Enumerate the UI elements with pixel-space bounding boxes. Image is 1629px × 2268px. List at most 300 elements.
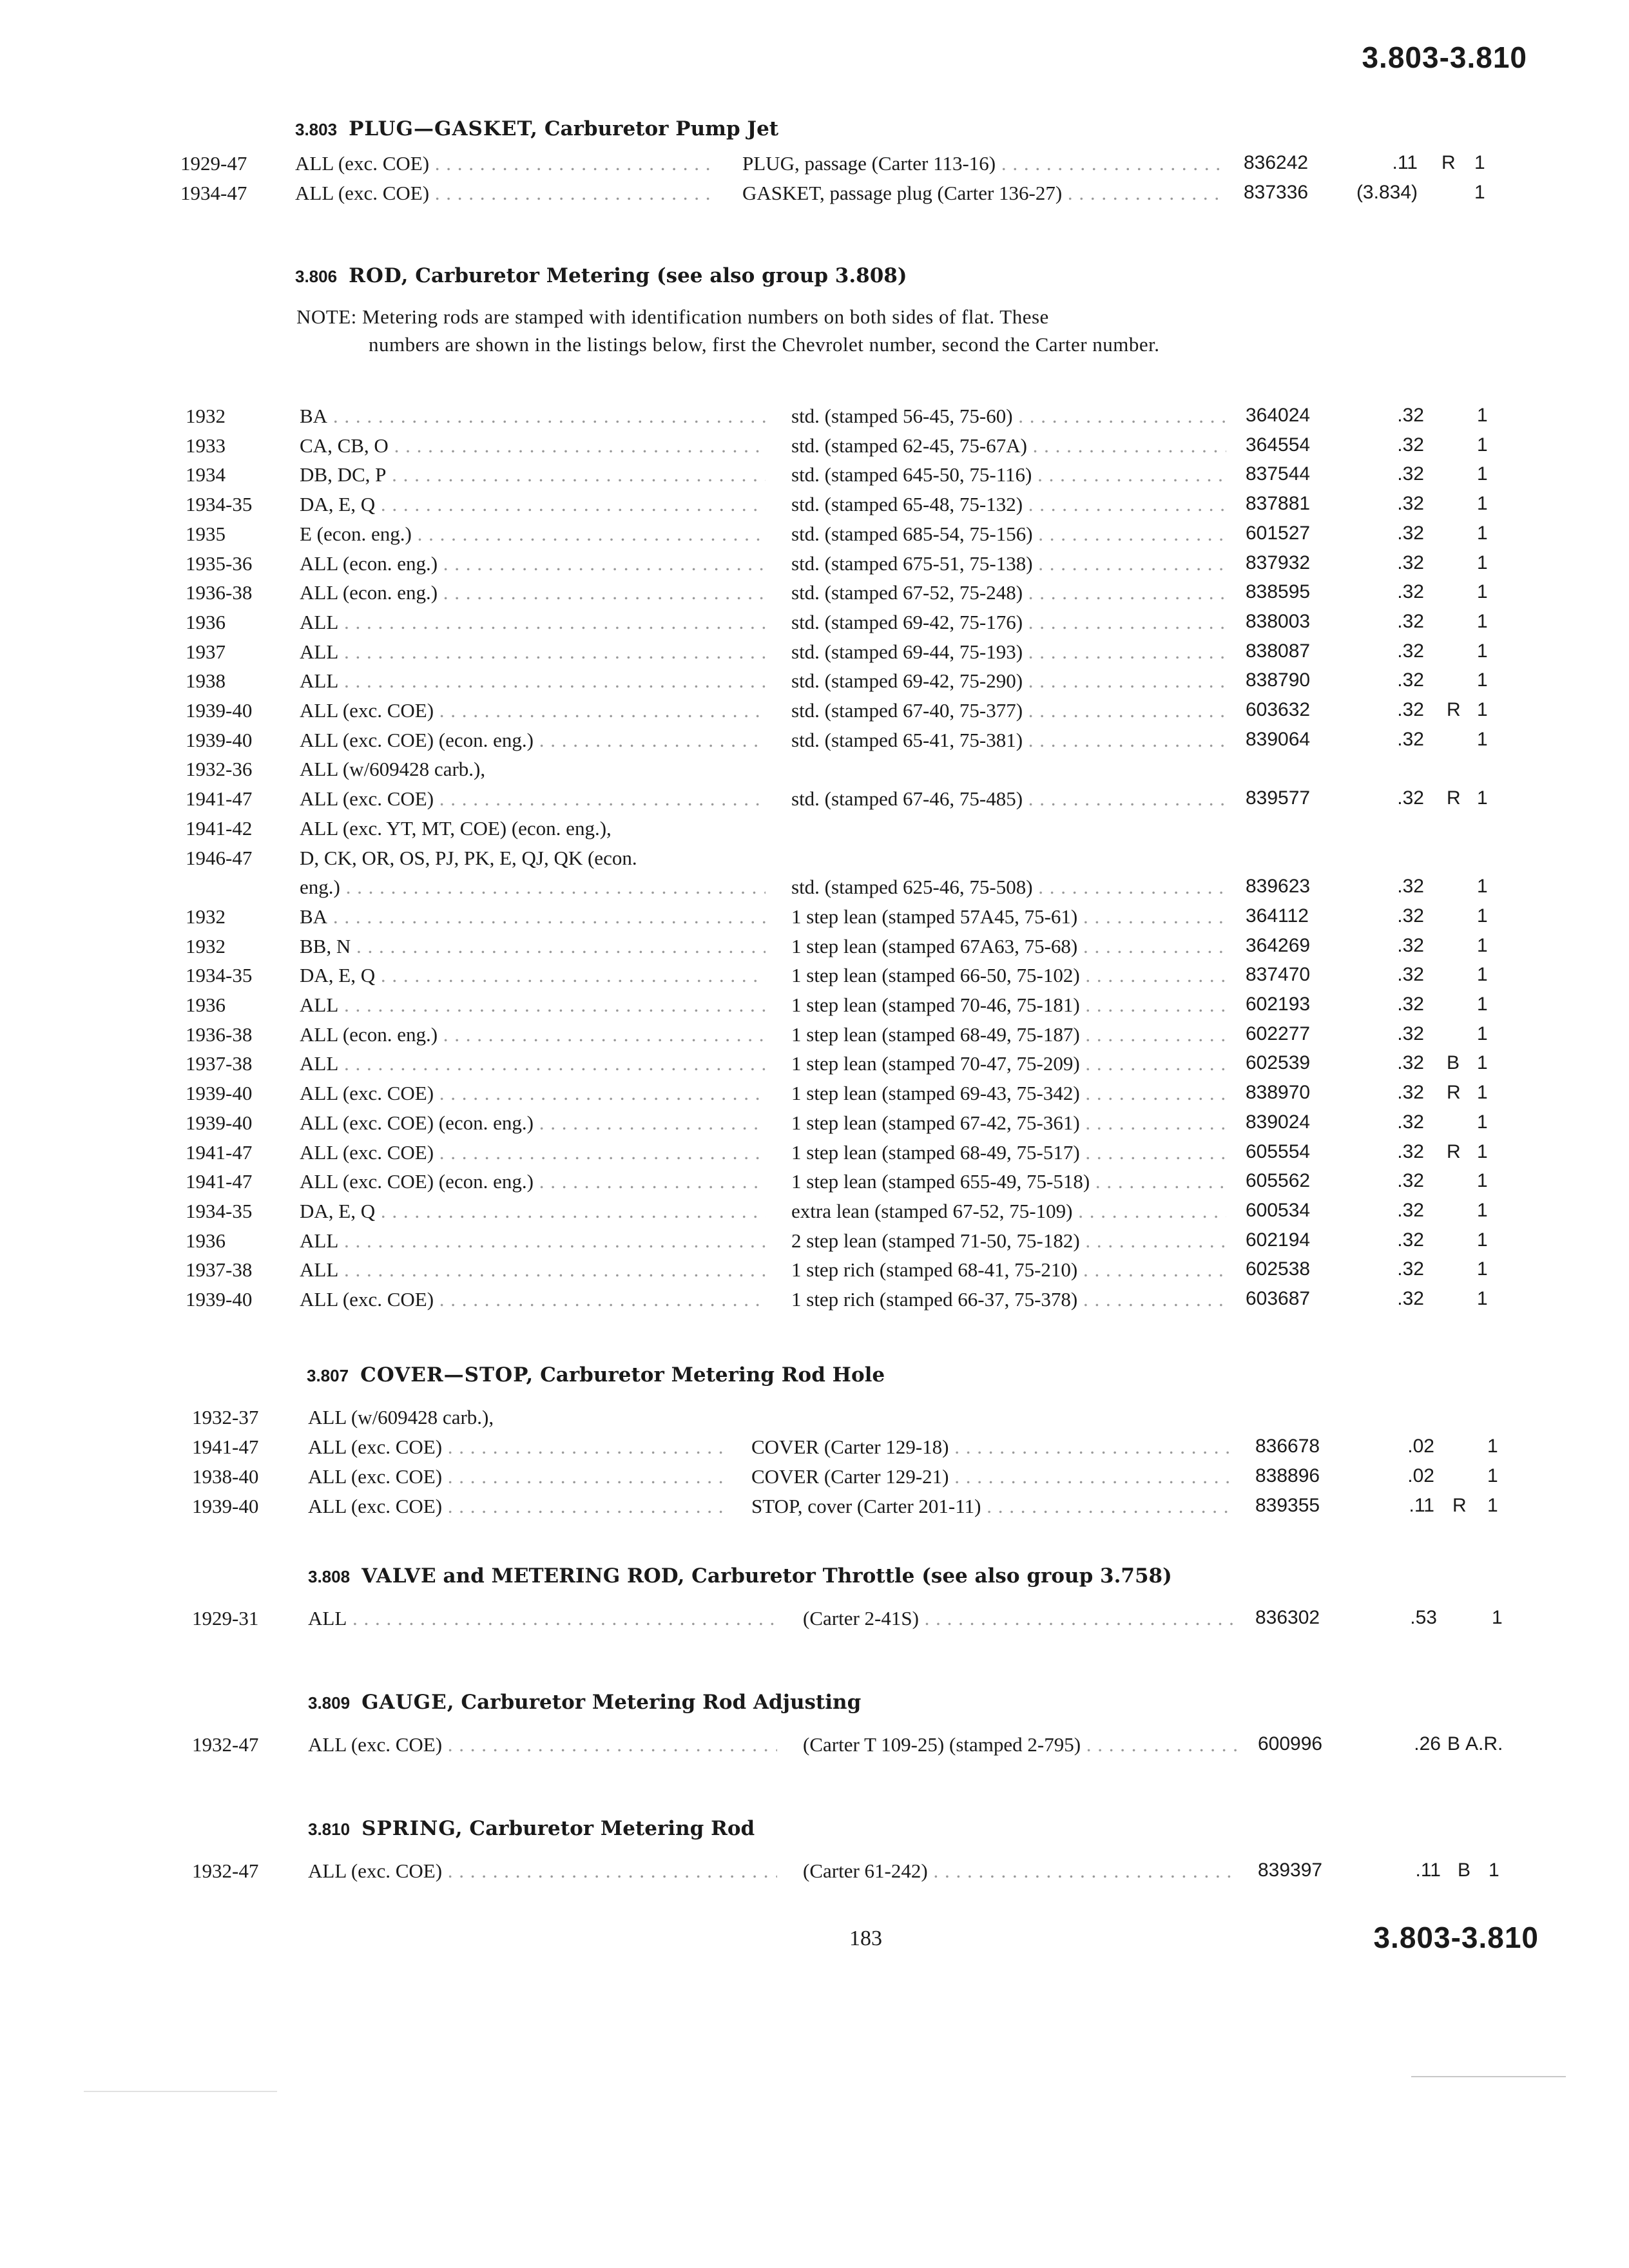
row-model: ALL . . . <box>300 1258 766 1282</box>
row-model: E (econ. eng.) . . . <box>300 523 766 546</box>
row-model: ALL (exc. COE) . . . <box>300 1288 766 1311</box>
row-description: COVER (Carter 129-21) . . . <box>751 1465 1236 1488</box>
section-title <box>295 117 778 140</box>
row-description: std. (stamped 69-44, 75-193) . . . <box>791 640 1226 664</box>
table-row <box>0 729 1629 758</box>
row-quantity: 1 <box>1477 493 1488 514</box>
section-subtitle: Carburetor Metering Rod Hole <box>540 1363 885 1387</box>
row-year: 1937-38 <box>186 1258 253 1281</box>
row-price: .32 <box>1397 581 1424 602</box>
row-year: 1937-38 <box>186 1052 253 1075</box>
row-flag: B <box>1447 1733 1461 1754</box>
table-row <box>0 182 1629 211</box>
row-year: 1934 <box>186 463 226 486</box>
note-first-line: Metering rods are stamped with identification numbers on both sides of flat. These <box>362 305 1049 328</box>
table-row <box>0 994 1629 1023</box>
row-part-number: 603687 <box>1246 1288 1311 1309</box>
row-quantity: 1 <box>1477 994 1488 1015</box>
row-quantity: 1 <box>1477 905 1488 927</box>
row-quantity: 1 <box>1477 935 1488 956</box>
table-row <box>0 581 1629 611</box>
row-price: .26 <box>1414 1733 1441 1754</box>
row-model: eng.) . . . <box>300 876 766 899</box>
row-quantity: 1 <box>1477 405 1488 426</box>
row-model: BB, N . . . <box>300 935 766 958</box>
row-description: std. (stamped 675-51, 75-138) . . . <box>791 552 1226 575</box>
row-year: 1936 <box>186 611 226 633</box>
table-row <box>0 152 1629 182</box>
section-name: SPRING, <box>361 1817 463 1840</box>
row-price: .32 <box>1397 434 1424 456</box>
row-quantity: 1 <box>1477 964 1488 985</box>
page-range-footer: 3.803-3.810 <box>1373 1921 1539 1954</box>
row-part-number: 838003 <box>1246 611 1311 632</box>
row-model: ALL (econ. eng.) . . . <box>300 552 766 575</box>
row-description: 1 step lean (stamped 68-49, 75-517) . . . <box>791 1141 1226 1164</box>
row-description: 1 step lean (stamped 66-50, 75-102) . . . <box>791 964 1226 987</box>
row-quantity: 1 <box>1477 640 1488 662</box>
row-part-number: 603632 <box>1246 699 1311 720</box>
row-price: .32 <box>1397 405 1424 426</box>
row-description: 1 step lean (stamped 70-46, 75-181) . . . <box>791 994 1226 1017</box>
row-price: .02 <box>1407 1465 1434 1486</box>
table-row <box>0 493 1629 523</box>
page-range-header: 3.803-3.810 <box>1362 41 1527 74</box>
row-description: 1 step lean (stamped 57A45, 75-61) . . . <box>791 905 1226 928</box>
row-quantity: 1 <box>1487 1495 1498 1516</box>
row-description: (Carter T 109-25) (stamped 2-795) . . . <box>803 1733 1239 1756</box>
section-name: VALVE <box>361 1564 437 1588</box>
row-year: 1941-47 <box>186 787 253 810</box>
row-price: .32 <box>1397 729 1424 750</box>
row-price: .32 <box>1397 463 1424 485</box>
row-price: .32 <box>1397 1170 1424 1191</box>
table-row <box>0 434 1629 464</box>
table-row <box>0 463 1629 493</box>
note-label: NOTE: <box>296 305 357 328</box>
row-year: 1934-47 <box>180 182 247 204</box>
row-description: 2 step lean (stamped 71-50, 75-182) . . . <box>791 1229 1226 1253</box>
row-part-number: 838087 <box>1246 640 1311 662</box>
row-year: 1939-40 <box>186 699 253 722</box>
row-price: .11 <box>1392 152 1418 173</box>
table-row <box>0 1141 1629 1171</box>
row-price: .32 <box>1397 1052 1424 1073</box>
row-year: 1936 <box>186 994 226 1016</box>
row-part-number: 364112 <box>1246 905 1309 927</box>
row-price: .32 <box>1397 1023 1424 1044</box>
row-description: std. (stamped 685-54, 75-156) . . . <box>791 523 1226 546</box>
row-quantity: 1 <box>1477 523 1488 544</box>
row-description: 1 step lean (stamped 67A63, 75-68) . . . <box>791 935 1226 958</box>
table-row <box>0 552 1629 582</box>
row-price: .32 <box>1397 1229 1424 1251</box>
row-quantity: 1 <box>1477 1229 1488 1251</box>
row-quantity: 1 <box>1477 876 1488 897</box>
row-year: 1941-47 <box>186 1170 253 1193</box>
table-row <box>0 1733 1629 1763</box>
row-description: extra lean (stamped 67-52, 75-109) . . . <box>791 1200 1226 1223</box>
table-row <box>0 1465 1629 1495</box>
row-part-number: 602194 <box>1246 1229 1311 1251</box>
table-row <box>0 935 1629 965</box>
row-quantity: 1 <box>1477 669 1488 691</box>
row-quantity: 1 <box>1477 1288 1488 1309</box>
row-part-number: 602277 <box>1246 1023 1311 1044</box>
row-part-number: 837336 <box>1244 182 1309 203</box>
note-continuation: numbers are shown in the listings below, first the Chevrolet number, second the Carter number. <box>369 333 1160 356</box>
row-year: 1941-42 <box>186 817 253 840</box>
row-year: 1936 <box>186 1229 226 1252</box>
row-quantity: 1 <box>1477 1052 1488 1073</box>
row-price: .32 <box>1397 523 1424 544</box>
row-model: DA, E, Q . . . <box>300 964 766 987</box>
row-flag: B <box>1458 1860 1471 1881</box>
row-description: (Carter 2-41S) . . . <box>803 1607 1236 1630</box>
row-part-number: 364024 <box>1246 405 1311 426</box>
row-flag: R <box>1447 1082 1461 1103</box>
row-part-number: 837544 <box>1246 463 1311 485</box>
row-model: ALL . . . <box>300 1229 766 1253</box>
row-model: ALL (exc. COE) (econ. eng.) . . . <box>300 729 766 752</box>
row-year: 1941-47 <box>192 1436 259 1458</box>
row-part-number: 838790 <box>1246 669 1311 691</box>
row-model: BA . . . <box>300 905 766 928</box>
section-subtitle: Carburetor Metering (see also group 3.808) <box>415 264 907 287</box>
row-description: std. (stamped 645-50, 75-116) . . . <box>791 463 1226 486</box>
row-part-number: 600534 <box>1246 1200 1311 1221</box>
row-year: 1934-35 <box>186 964 253 986</box>
row-description: std. (stamped 65-41, 75-381) . . . <box>791 729 1226 752</box>
section-number: 3.809 <box>308 1693 351 1713</box>
table-row <box>0 758 1629 787</box>
row-quantity: A.R. <box>1465 1733 1503 1754</box>
row-year: 1932-36 <box>186 758 253 780</box>
row-year: 1946-47 <box>186 847 253 869</box>
row-quantity: 1 <box>1477 729 1488 750</box>
row-description: (Carter 61-242) . . . <box>803 1860 1239 1883</box>
row-quantity: 1 <box>1474 182 1485 203</box>
table-row <box>0 1023 1629 1053</box>
row-description: std. (stamped 67-40, 75-377) . . . <box>791 699 1226 722</box>
row-model: ALL (exc. COE) . . . <box>300 699 766 722</box>
row-description: 1 step lean (stamped 67-42, 75-361) . . . <box>791 1111 1226 1135</box>
row-description: std. (stamped 56-45, 75-60) . . . <box>791 405 1226 428</box>
row-year: 1937 <box>186 640 226 663</box>
row-quantity: 1 <box>1477 787 1488 809</box>
row-year: 1932-47 <box>192 1860 259 1882</box>
row-year: 1935-36 <box>186 552 253 575</box>
row-year: 1934-35 <box>186 493 253 515</box>
row-model: ALL (econ. eng.) . . . <box>300 1023 766 1046</box>
row-flag: R <box>1447 699 1461 720</box>
row-quantity: 1 <box>1492 1607 1503 1628</box>
table-row <box>0 964 1629 994</box>
table-row <box>0 876 1629 905</box>
section-number: 3.810 <box>308 1820 351 1839</box>
row-description: std. (stamped 67-52, 75-248) . . . <box>791 581 1226 604</box>
table-row <box>0 611 1629 640</box>
row-price: .32 <box>1397 1288 1424 1309</box>
row-description: 1 step lean (stamped 70-47, 75-209) . . . <box>791 1052 1226 1075</box>
table-row <box>0 1170 1629 1200</box>
section-title <box>307 1363 885 1387</box>
row-year: 1932 <box>186 905 226 928</box>
row-model: DA, E, Q . . . <box>300 1200 766 1223</box>
row-model: ALL (w/609428 carb.), <box>308 1406 494 1428</box>
row-quantity: 1 <box>1477 552 1488 573</box>
row-quantity: 1 <box>1477 611 1488 632</box>
row-price: .32 <box>1397 876 1424 897</box>
section-number: 3.803 <box>295 120 338 139</box>
table-row <box>0 1052 1629 1082</box>
row-price: .32 <box>1397 964 1424 985</box>
section-number: 3.806 <box>295 267 338 286</box>
row-description: 1 step rich (stamped 66-37, 75-378) . . . <box>791 1288 1226 1311</box>
row-price: .32 <box>1397 640 1424 662</box>
row-description: 1 step lean (stamped 68-49, 75-187) . . . <box>791 1023 1226 1046</box>
table-row <box>0 1082 1629 1111</box>
row-model: ALL (exc. COE) . . . <box>300 787 766 811</box>
row-price: .32 <box>1397 1200 1424 1221</box>
row-model: ALL (exc. COE) . . . <box>308 1860 777 1883</box>
row-model: ALL (exc. COE) (econ. eng.) . . . <box>300 1111 766 1135</box>
row-description: 1 step rich (stamped 68-41, 75-210) . . . <box>791 1258 1226 1282</box>
row-quantity: 1 <box>1477 699 1488 720</box>
table-row <box>0 1406 1629 1436</box>
row-year: 1932 <box>186 935 226 957</box>
row-year: 1939-40 <box>186 1111 253 1134</box>
row-part-number: 836678 <box>1255 1436 1320 1457</box>
row-part-number: 364269 <box>1246 935 1311 956</box>
row-part-number: 838595 <box>1246 581 1311 602</box>
row-description: std. (stamped 65-48, 75-132) . . . <box>791 493 1226 516</box>
section-name: PLUG—GASKET, <box>349 117 538 140</box>
row-part-number: 839024 <box>1246 1111 1311 1133</box>
row-part-number: 837470 <box>1246 964 1311 985</box>
row-year: 1938 <box>186 669 226 692</box>
row-price: .32 <box>1397 611 1424 632</box>
row-model: ALL (exc. COE) (econ. eng.) . . . <box>300 1170 766 1193</box>
row-year: 1938-40 <box>192 1465 259 1488</box>
table-row <box>0 817 1629 847</box>
row-part-number: 364554 <box>1246 434 1311 456</box>
row-price: .53 <box>1410 1607 1437 1628</box>
row-price: .32 <box>1397 699 1424 720</box>
table-row <box>0 699 1629 729</box>
row-model: CA, CB, O . . . <box>300 434 766 457</box>
row-model: ALL (exc. COE) . . . <box>308 1465 726 1488</box>
table-row <box>0 1288 1629 1318</box>
row-model: ALL . . . <box>300 640 766 664</box>
row-model: ALL (exc. COE) . . . <box>295 152 717 175</box>
table-row <box>0 1200 1629 1229</box>
row-flag: R <box>1447 1141 1461 1162</box>
row-price: .32 <box>1397 1141 1424 1162</box>
row-part-number: 601527 <box>1246 523 1311 544</box>
row-price: .11 <box>1415 1860 1441 1881</box>
row-year: 1932-47 <box>192 1733 259 1756</box>
row-year: 1935 <box>186 523 226 545</box>
row-model: ALL (exc. COE) . . . <box>308 1733 777 1756</box>
table-row <box>0 405 1629 434</box>
row-price: .32 <box>1397 552 1424 573</box>
table-row <box>0 1495 1629 1524</box>
row-year: 1932 <box>186 405 226 427</box>
row-model: ALL (exc. COE) . . . <box>300 1141 766 1164</box>
row-price: .11 <box>1409 1495 1434 1516</box>
row-part-number: 839577 <box>1246 787 1311 809</box>
row-quantity: 1 <box>1477 434 1488 456</box>
table-row <box>0 1436 1629 1465</box>
row-description: PLUG, passage (Carter 113-16) . . . <box>742 152 1224 175</box>
section-subtitle: Carburetor Metering Rod Adjusting <box>461 1691 862 1714</box>
row-flag: R <box>1452 1495 1467 1516</box>
row-quantity: 1 <box>1477 463 1488 485</box>
row-description: 1 step lean (stamped 69-43, 75-342) . . . <box>791 1082 1226 1105</box>
row-quantity: 1 <box>1487 1436 1498 1457</box>
table-row <box>0 905 1629 935</box>
row-description: std. (stamped 69-42, 75-176) . . . <box>791 611 1226 634</box>
row-description: std. (stamped 625-46, 75-508) . . . <box>791 876 1226 899</box>
row-description: std. (stamped 69-42, 75-290) . . . <box>791 669 1226 693</box>
section-title <box>308 1817 755 1840</box>
table-row <box>0 1111 1629 1141</box>
row-part-number: 602538 <box>1246 1258 1311 1280</box>
row-model: ALL (w/609428 carb.), <box>300 758 486 780</box>
row-quantity: 1 <box>1477 1170 1488 1191</box>
row-part-number: 600996 <box>1258 1733 1323 1754</box>
row-model: ALL (exc. YT, MT, COE) (econ. eng.), <box>300 817 612 840</box>
row-model: ALL (econ. eng.) . . . <box>300 581 766 604</box>
row-year: 1941-47 <box>186 1141 253 1164</box>
row-part-number: 602539 <box>1246 1052 1311 1073</box>
row-description: GASKET, passage plug (Carter 136-27) . . . <box>742 182 1224 205</box>
row-year: 1929-31 <box>192 1607 259 1629</box>
section-title <box>308 1564 1172 1588</box>
row-part-number: 605562 <box>1246 1170 1311 1191</box>
row-description: 1 step lean (stamped 655-49, 75-518) . . . <box>791 1170 1226 1193</box>
row-part-number: 837932 <box>1246 552 1311 573</box>
row-model: ALL . . . <box>300 994 766 1017</box>
table-row <box>0 787 1629 817</box>
row-quantity: 1 <box>1477 1023 1488 1044</box>
row-part-number: 836302 <box>1255 1607 1320 1628</box>
row-price: .32 <box>1397 905 1424 927</box>
row-description: STOP, cover (Carter 201-11) . . . <box>751 1495 1236 1518</box>
row-part-number: 839064 <box>1246 729 1311 750</box>
row-part-number: 838970 <box>1246 1082 1311 1103</box>
row-model: ALL (exc. COE) . . . <box>300 1082 766 1105</box>
page-number: 183 <box>849 1927 882 1950</box>
row-part-number: 602193 <box>1246 994 1311 1015</box>
row-model: ALL . . . <box>300 1052 766 1075</box>
row-description: std. (stamped 67-46, 75-485) . . . <box>791 787 1226 811</box>
row-quantity: 1 <box>1487 1465 1498 1486</box>
row-part-number: 605554 <box>1246 1141 1311 1162</box>
scan-artifact-right <box>1411 2076 1566 2077</box>
section-title <box>295 264 907 287</box>
row-model: DB, DC, P . . . <box>300 463 766 486</box>
row-year: 1939-40 <box>186 1082 253 1104</box>
row-year: 1939-40 <box>192 1495 259 1517</box>
section-title <box>308 1691 861 1714</box>
row-model: ALL . . . <box>300 611 766 634</box>
row-part-number: 839355 <box>1255 1495 1320 1516</box>
section-subtitle: and METERING ROD, Carburetor Throttle (see also group 3.758) <box>443 1564 1172 1588</box>
row-part-number: 838896 <box>1255 1465 1320 1486</box>
row-year: 1939-40 <box>186 1288 253 1311</box>
row-price: (3.834) <box>1356 182 1418 203</box>
row-price: .32 <box>1397 1082 1424 1103</box>
row-price: .02 <box>1407 1436 1434 1457</box>
row-price: .32 <box>1397 935 1424 956</box>
section-name: ROD, <box>349 264 409 287</box>
row-model: ALL (exc. COE) . . . <box>308 1495 726 1518</box>
row-year: 1936-38 <box>186 581 253 604</box>
row-price: .32 <box>1397 669 1424 691</box>
section-name: GAUGE, <box>361 1691 455 1714</box>
row-year: 1939-40 <box>186 729 253 751</box>
table-row <box>0 523 1629 552</box>
section-name: COVER—STOP, <box>360 1363 534 1387</box>
row-model: ALL . . . <box>300 669 766 693</box>
row-description: COVER (Carter 129-18) . . . <box>751 1436 1236 1459</box>
row-price: .32 <box>1397 787 1424 809</box>
table-row <box>0 1607 1629 1637</box>
section-note <box>296 303 1211 358</box>
row-model: BA . . . <box>300 405 766 428</box>
row-part-number: 839397 <box>1258 1860 1323 1881</box>
row-quantity: 1 <box>1489 1860 1499 1881</box>
section-number: 3.808 <box>308 1567 351 1586</box>
table-row <box>0 1258 1629 1288</box>
row-year: 1933 <box>186 434 226 457</box>
table-row <box>0 669 1629 699</box>
table-row <box>0 1229 1629 1259</box>
row-quantity: 1 <box>1477 1111 1488 1133</box>
row-year: 1936-38 <box>186 1023 253 1046</box>
row-part-number: 837881 <box>1246 493 1311 514</box>
row-quantity: 1 <box>1474 152 1485 173</box>
row-model: ALL . . . <box>308 1607 777 1630</box>
row-price: .32 <box>1397 1111 1424 1133</box>
row-price: .32 <box>1397 493 1424 514</box>
row-model: ALL (exc. COE) . . . <box>308 1436 726 1459</box>
row-model: DA, E, Q . . . <box>300 493 766 516</box>
section-subtitle: Carburetor Pump Jet <box>544 117 779 140</box>
row-flag: B <box>1447 1052 1460 1073</box>
table-row <box>0 847 1629 876</box>
row-quantity: 1 <box>1477 1082 1488 1103</box>
row-quantity: 1 <box>1477 581 1488 602</box>
row-part-number: 836242 <box>1244 152 1309 173</box>
section-number: 3.807 <box>307 1366 349 1385</box>
row-part-number: 839623 <box>1246 876 1311 897</box>
row-quantity: 1 <box>1477 1200 1488 1221</box>
row-year: 1929-47 <box>180 152 247 175</box>
row-model: ALL (exc. COE) . . . <box>295 182 717 205</box>
table-row <box>0 640 1629 670</box>
row-year: 1934-35 <box>186 1200 253 1222</box>
row-quantity: 1 <box>1477 1258 1488 1280</box>
row-flag: R <box>1447 787 1461 809</box>
scan-artifact-left <box>84 2091 277 2092</box>
row-description: std. (stamped 62-45, 75-67A) . . . <box>791 434 1226 457</box>
row-model: D, CK, OR, OS, PJ, PK, E, QJ, QK (econ. <box>300 847 637 869</box>
row-price: .32 <box>1397 1258 1424 1280</box>
row-quantity: 1 <box>1477 1141 1488 1162</box>
